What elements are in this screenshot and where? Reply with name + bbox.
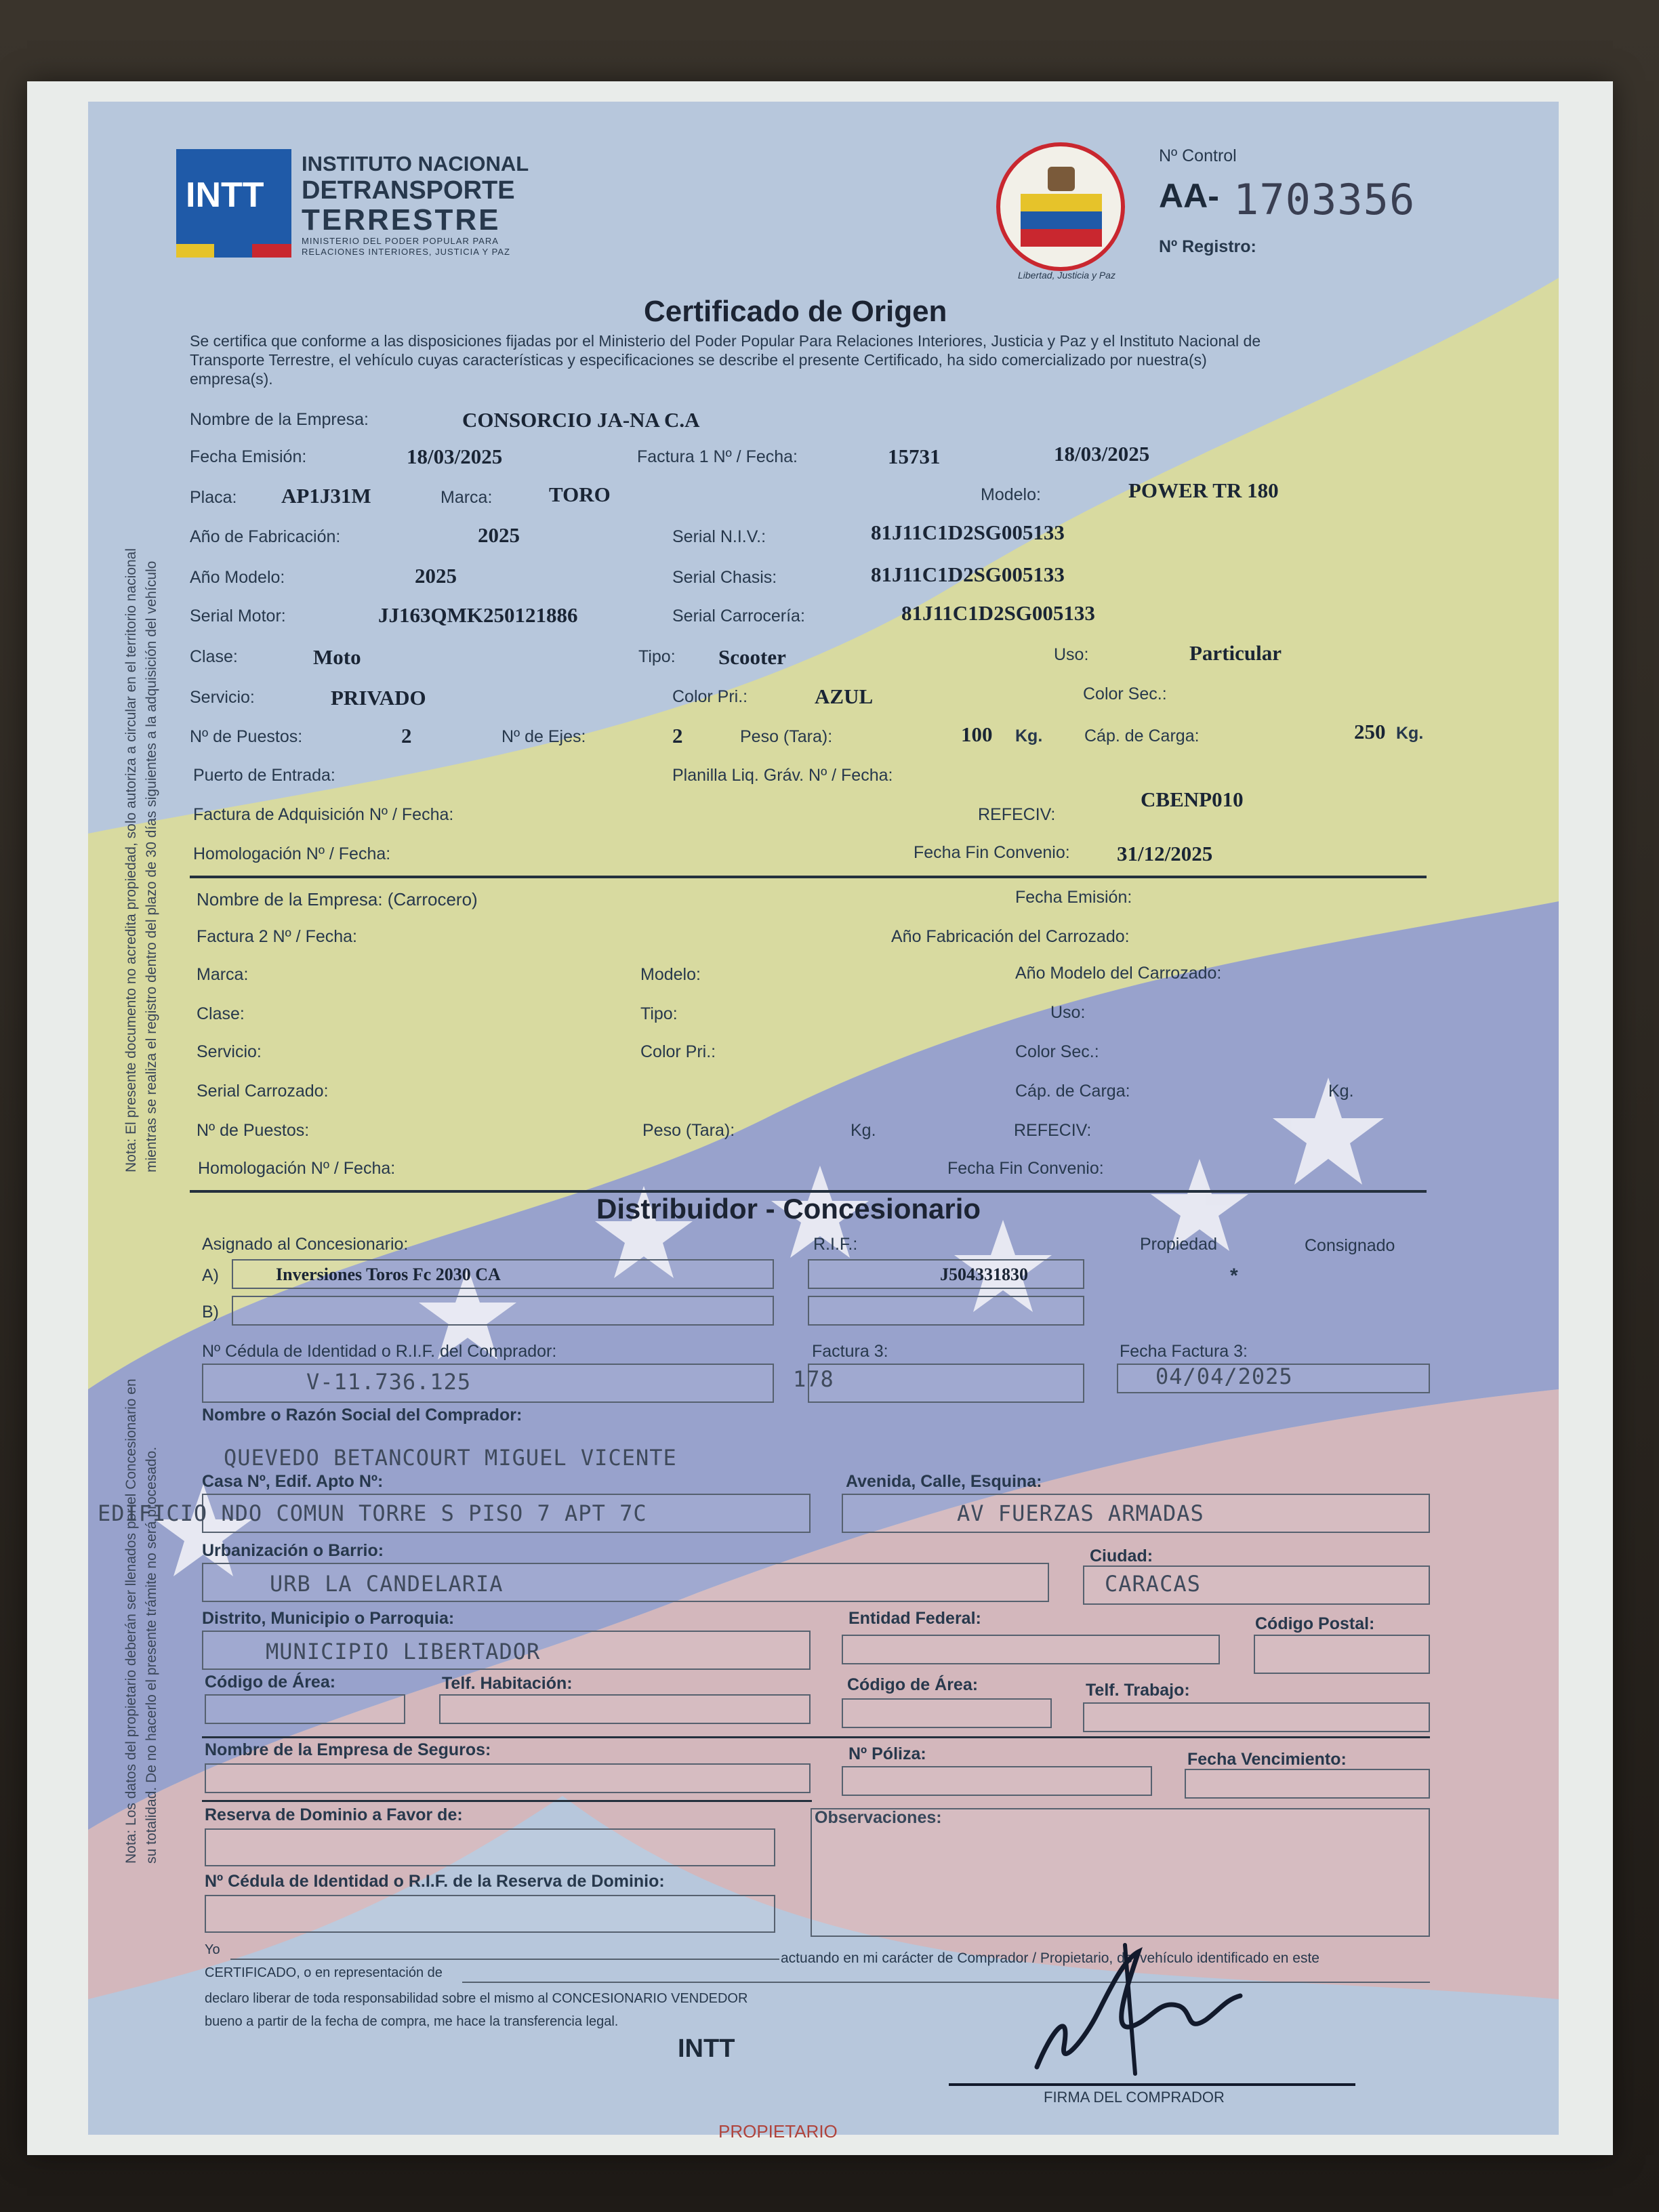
carrocero-fecha-emision-label: Fecha Emisión: [1015,888,1132,907]
carrocero-refeciv-label: REFECIV: [1014,1121,1092,1140]
empresa-label: Nombre de la Empresa: [190,410,369,429]
asignado-label: Asignado al Concesionario: [202,1235,409,1254]
tipo-value: Scooter [718,645,786,669]
uso-value: Particular [1189,641,1282,665]
firma-label: FIRMA DEL COMPRADOR [1044,2089,1225,2106]
serial-niv-value: 81J11C1D2SG005133 [871,520,1065,544]
fecha-factura3-label: Fecha Factura 3: [1120,1342,1248,1361]
refeciv-label: REFECIV: [978,805,1056,824]
propiedad-mark: * [1230,1265,1238,1287]
cedula-label: Nº Cédula de Identidad o R.I.F. del Comprador: [202,1342,557,1361]
urb-label: Urbanización o Barrio: [202,1541,384,1560]
modelo-label: Modelo: [981,485,1041,504]
carrocero-homologacion-label: Homologación Nº / Fecha: [198,1159,396,1178]
propietario-label: PROPIETARIO [718,2121,838,2142]
carga-unit: Kg. [1396,724,1424,743]
placa-value: AP1J31M [281,484,371,508]
intt-logo [176,149,529,264]
poliza-label: Nº Póliza: [848,1744,926,1763]
peso-label: Peso (Tara): [740,727,833,746]
carrocero-clase-label: Clase: [197,1004,245,1023]
institute-line-3: TERRESTRE [302,203,501,237]
reserva-cedula-field[interactable] [205,1895,775,1933]
tipo-label: Tipo: [638,647,676,666]
carrocero-fecha-fin-label: Fecha Fin Convenio: [947,1159,1104,1178]
control-prefix: AA- [1159,177,1219,215]
distribuidor-title: Distribuidor - Concesionario [596,1193,981,1225]
side-note-bottom-1: Nota: Los datos del propietario deberán ser llenados por el Concesionario en [123,1378,139,1864]
seguros-label: Nombre de la Empresa de Seguros: [205,1740,491,1759]
institute-line-1: INSTITUTO NACIONAL [302,152,529,176]
peso-value: 100 [961,722,993,746]
homologacion-label: Homologación Nº / Fecha: [193,844,391,863]
area2-label: Código de Área: [847,1675,979,1694]
buyer-signature [1023,1931,1247,2087]
factura3-field[interactable] [808,1364,1084,1403]
reserva-field[interactable] [205,1828,775,1866]
observaciones-label: Observaciones: [815,1808,942,1827]
footer-actuando: actuando en mi carácter de Comprador / Propietario, del vehículo identificado en este [781,1950,1319,1966]
avenida-value: AV FUERZAS ARMADAS [957,1500,1204,1526]
carrocero-tipo-label: Tipo: [640,1004,678,1023]
razon-value: QUEVEDO BETANCOURT MIGUEL VICENTE [224,1445,677,1471]
color-sec-label: Color Sec.: [1083,684,1167,703]
serial-chasis-label: Serial Chasis: [672,568,777,587]
carga-label: Cáp. de Carga: [1084,726,1200,745]
reserva-label: Reserva de Dominio a Favor de: [205,1805,463,1824]
refeciv-value: CBENP010 [1141,787,1244,811]
fecha-fin-value: 31/12/2025 [1117,842,1213,865]
carrocero-modelo-label: Modelo: [640,965,701,984]
puestos-value: 2 [401,724,412,747]
postal-field[interactable] [1254,1635,1430,1674]
ano-modelo-label: Año Modelo: [190,568,285,587]
control-label: Nº Control [1159,146,1237,165]
distrito-value: MUNICIPIO LIBERTADOR [266,1639,541,1664]
carrocero-uso-label: Uso: [1050,1003,1086,1022]
carrocero-carga-label: Cáp. de Carga: [1015,1082,1130,1101]
fecha-emision-value: 18/03/2025 [407,445,503,468]
factura-adq-label: Factura de Adquisición Nº / Fecha: [193,805,454,824]
fecha-emision-label: Fecha Emisión: [190,447,307,466]
factura3-value: 178 [793,1366,834,1392]
entidad-field[interactable] [842,1635,1220,1664]
rif-label: R.I.F.: [813,1235,858,1254]
fecha-fin-label: Fecha Fin Convenio: [914,843,1070,862]
propiedad-label: Propiedad [1140,1235,1217,1254]
ano-fab-value: 2025 [478,523,520,547]
carga-value: 250 [1354,720,1386,743]
telf-trab-label: Telf. Trabajo: [1086,1681,1190,1700]
ministry-line-1: MINISTERIO DEL PODER POPULAR PARA [302,236,499,246]
servicio-value: PRIVADO [331,686,426,710]
logo-abbr: INTT [186,176,264,215]
urb-value: URB LA CANDELARIA [270,1571,504,1597]
serial-carroceria-label: Serial Carrocería: [672,607,805,626]
clase-label: Clase: [190,647,238,666]
carrocero-marca-label: Marca: [197,965,249,984]
footer-intt: INTT [678,2034,735,2063]
postal-label: Código Postal: [1255,1614,1375,1633]
section-divider-1 [190,876,1427,878]
ciudad-value: CARACAS [1105,1571,1201,1597]
serial-motor-label: Serial Motor: [190,607,286,626]
consignado-label: Consignado [1305,1236,1395,1255]
servicio-label: Servicio: [190,688,255,707]
intro-line-3: empresa(s). [190,370,273,388]
carrocero-carga-unit: Kg. [1328,1082,1354,1101]
factura2-label: Factura 2 Nº / Fecha: [197,927,357,946]
institute-line-2: DETRANSPORTE [302,176,515,205]
footer-line-2: CERTIFICADO, o en representación de [205,1965,443,1980]
footer-line-3: declaro liberar de toda responsabilidad sobre el mismo al CONCESIONARIO VENDEDOR [205,1991,748,2006]
seguros-field[interactable] [205,1763,811,1793]
concesionario-b-field[interactable] [232,1296,774,1326]
rif-b-field[interactable] [808,1296,1084,1326]
planilla-label: Planilla Liq. Gráv. Nº / Fecha: [672,766,893,785]
placa-label: Placa: [190,488,237,507]
carrocero-color-pri-label: Color Pri.: [640,1042,716,1061]
clase-value: Moto [313,645,361,669]
entidad-label: Entidad Federal: [848,1609,981,1628]
ministry-line-2: RELACIONES INTERIORES, JUSTICIA Y PAZ [302,247,510,257]
side-note-bottom-2: su totalidad. De no hacerlo el presente trámite no será procesado. [144,1446,159,1864]
serial-niv-label: Serial N.I.V.: [672,527,766,546]
carrocero-empresa-label: Nombre de la Empresa: (Carrocero) [197,889,478,909]
section-divider-3 [202,1736,1430,1738]
puerto-label: Puerto de Entrada: [193,766,335,785]
serial-carroceria-value: 81J11C1D2SG005133 [901,601,1095,625]
marca-value: TORO [549,483,611,506]
side-note-top-2: mientras se realiza el registro dentro del plazo de 30 días siguientes a la adquisición del vehículo [144,560,159,1172]
factura1-date: 18/03/2025 [1054,442,1150,466]
side-note-top-1: Nota: El presente documento no acredita propiedad, solo autoriza a circular en el territorio nacional [123,548,139,1172]
carrocero-ano-modelo-label: Año Modelo del Carrozado: [1015,964,1222,983]
ano-fab-label: Año de Fabricación: [190,527,341,546]
carrocero-ano-fab-label: Año Fabricación del Carrozado: [891,927,1130,946]
uso-label: Uso: [1054,645,1089,664]
ejes-value: 2 [672,724,683,747]
certificate-form [88,102,1559,2135]
footer-line-4: bueno a partir de la fecha de compra, me hace la transferencia legal. [205,2014,619,2029]
empresa-value: CONSORCIO JA-NA C.A [462,408,700,432]
area1-label: Código de Área: [205,1673,336,1692]
area2-field[interactable] [842,1698,1052,1728]
national-seal [996,142,1125,271]
control-number: 1703356 [1233,175,1416,224]
page-title: Certificado de Origen [644,295,947,328]
puestos-label: Nº de Puestos: [190,727,303,746]
telf-hab-field[interactable] [439,1694,811,1724]
marca-label: Marca: [441,488,493,507]
concesionario-a-value: Inversiones Toros Fc 2030 CA [276,1265,501,1284]
color-pri-label: Color Pri.: [672,687,748,706]
serial-chasis-value: 81J11C1D2SG005133 [871,562,1065,586]
factura3-label: Factura 3: [812,1342,888,1361]
modelo-value: POWER TR 180 [1128,478,1279,502]
factura1-label: Factura 1 Nº / Fecha: [637,447,798,466]
intro-line-1: Se certifica que conforme a las disposiciones fijadas por el Ministerio del Poder Popular Para Relaciones Interiores, Justicia y Paz y el Instituto Nacional de [190,332,1261,350]
seal-motto: Libertad, Justicia y Paz [1018,270,1115,281]
rif-a-value: J504331830 [940,1265,1028,1284]
carrocero-peso-label: Peso (Tara): [642,1121,735,1140]
poliza-field[interactable] [842,1766,1152,1796]
observaciones-field[interactable] [811,1808,1430,1937]
distrito-label: Distrito, Municipio o Parroquia: [202,1609,455,1628]
vencimiento-label: Fecha Vencimiento: [1187,1750,1347,1769]
peso-unit: Kg. [1015,726,1043,745]
razon-label: Nombre o Razón Social del Comprador: [202,1406,523,1425]
row-b-label: B) [202,1303,219,1322]
avenida-label: Avenida, Calle, Esquina: [846,1472,1042,1491]
cedula-field[interactable] [202,1364,774,1403]
fecha-factura3-value: 04/04/2025 [1155,1364,1293,1389]
intro-line-2: Transporte Terrestre, el vehículo cuyas características y especificaciones se describe el presente Certificado, ha sido comercializado por nuestra(s) [190,351,1207,369]
serial-motor-value: JJ163QMK250121886 [378,603,578,627]
carrocero-puestos-label: Nº de Puestos: [197,1121,310,1140]
ciudad-label: Ciudad: [1090,1547,1153,1565]
carrocero-servicio-label: Servicio: [197,1042,262,1061]
registro-label: Nº Registro: [1159,237,1256,256]
row-a-label: A) [202,1266,219,1285]
color-pri-value: AZUL [815,684,874,708]
ejes-label: Nº de Ejes: [501,727,586,746]
vencimiento-field[interactable] [1185,1769,1430,1799]
footer-yo: Yo [205,1942,220,1957]
telf-hab-label: Telf. Habitación: [442,1674,573,1693]
casa-label: Casa Nº, Edif. Apto Nº: [202,1472,384,1491]
reserva-cedula-label: Nº Cédula de Identidad o R.I.F. de la Reserva de Dominio: [205,1872,665,1891]
area1-field[interactable] [205,1694,405,1724]
carrocero-color-sec-label: Color Sec.: [1015,1042,1099,1061]
cedula-value: V-11.736.125 [306,1369,472,1395]
section-divider-4 [202,1800,812,1802]
carrocero-peso-unit: Kg. [851,1121,876,1140]
carrocero-serial-label: Serial Carrozado: [197,1082,329,1101]
telf-trab-field[interactable] [1083,1702,1430,1732]
casa-value: EDIFICIO NDO COMUN TORRE S PISO 7 APT 7C [98,1500,647,1526]
factura1-value: 15731 [888,445,941,468]
ano-modelo-value: 2025 [415,564,457,588]
